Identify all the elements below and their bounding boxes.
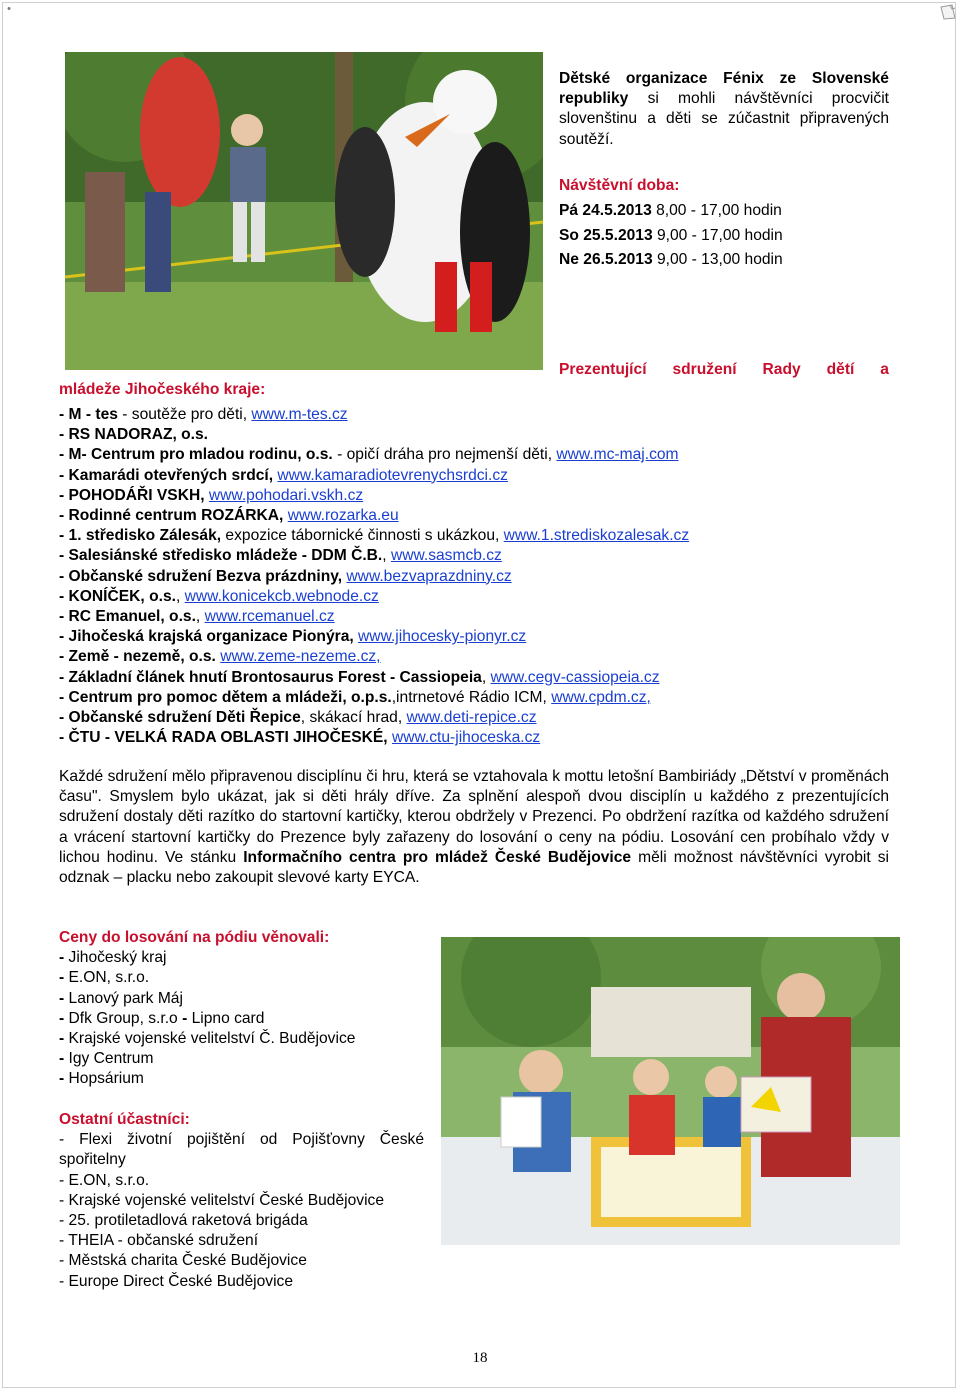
org-name: - RS NADORAZ, o.s.	[59, 426, 209, 444]
org-link[interactable]: www.m-tes.cz	[251, 406, 348, 423]
org-link[interactable]: www.sasmcb.cz	[390, 547, 502, 565]
list-item	[59, 405, 899, 425]
visiting-hours-heading: Návštěvní doba:	[559, 177, 680, 194]
page-fold-icon	[940, 4, 956, 20]
org-desc: ,intrnetové Rádio ICM,	[391, 688, 552, 706]
list-dash: -	[59, 949, 69, 967]
list-item	[59, 948, 429, 968]
list-item	[59, 1009, 429, 1029]
org-name: - M - tes	[59, 406, 118, 423]
visit-time: 9,00 - 17,00 hodin	[652, 226, 783, 244]
org-link[interactable]: www.deti-repice.cz	[406, 709, 537, 727]
org-link[interactable]: www.zeme-nezeme.cz,	[220, 648, 381, 666]
list-item: - 25. protiletadlová raketová brigáda	[59, 1212, 308, 1230]
prize-sponsor: Lipno card	[191, 1009, 265, 1027]
list-dash: -	[182, 1009, 192, 1027]
presenting-heading-line1: Prezentující sdružení Rady dětí a	[559, 361, 889, 378]
prize-sponsor: E.ON, s.r.o.	[68, 969, 150, 987]
prize-sponsor: Krajské vojenské velitelství Č. Budějovice	[68, 1030, 356, 1048]
list-item	[59, 1069, 429, 1089]
org-desc: ,	[175, 587, 185, 605]
org-desc: , skákací hrad,	[300, 709, 407, 727]
list-item	[59, 968, 429, 988]
org-name: - Jihočeská krajská organizace Pionýra,	[59, 628, 354, 646]
org-desc: ,	[382, 547, 391, 565]
list-item: - Flexi životní pojištění od Pojišťovny České	[59, 1131, 424, 1149]
org-desc: - soutěže pro děti,	[117, 406, 252, 423]
list-item	[59, 425, 899, 445]
children-prizes-photo	[441, 937, 900, 1245]
visit-day: So 25.5.2013	[559, 226, 653, 244]
visit-day: Ne 26.5.2013	[559, 251, 653, 269]
visit-day: Pá 24.5.2013	[559, 201, 652, 219]
org-desc: ,	[195, 608, 205, 626]
org-desc: expozice tábornické činnosti s ukázkou,	[221, 527, 504, 545]
list-item	[59, 466, 899, 486]
org-link[interactable]: www.kamaradiotevrenychsrdci.cz	[277, 466, 508, 484]
org-link[interactable]: www.1.strediskozalesak.cz	[503, 527, 690, 545]
org-link[interactable]: www.bezvaprazdniny.cz	[346, 567, 512, 585]
org-name: - Kamarádi otevřených srdcí,	[59, 466, 278, 484]
org-name: - Rodinné centrum ROZÁRKA,	[59, 507, 288, 525]
org-desc: - opičí dráha pro nejmenší děti,	[332, 446, 557, 464]
presenting-heading-line2: mládeže Jihočeského kraje:	[59, 381, 266, 398]
list-item	[59, 728, 899, 748]
intro-bold: Dětské organizace Fénix ze Slovenské republiky	[559, 70, 889, 108]
list-item	[59, 647, 899, 667]
prize-sponsor: Jihočeský kraj	[68, 949, 167, 967]
document-corner-icon: •	[7, 3, 11, 15]
org-name: - Občanské sdružení Děti Řepice	[59, 709, 301, 727]
list-item	[59, 708, 899, 728]
list-item: - Krajské vojenské velitelství České Budějovice	[59, 1191, 385, 1209]
list-dash: -	[59, 1070, 69, 1088]
org-link[interactable]: www.rozarka.eu	[287, 507, 399, 525]
list-item	[59, 486, 899, 506]
list-item: - E.ON, s.r.o.	[59, 1171, 150, 1189]
intro-normal: si mohli návštěvníci procvičit slovenštinu a děti se zúčastnit připravených soutěží.	[559, 90, 889, 148]
org-desc: ,	[481, 668, 491, 686]
visiting-hours-row	[559, 199, 889, 224]
org-link[interactable]: www.jihocesky-pionyr.cz	[358, 628, 527, 646]
org-link[interactable]: www.konicekcb.webnode.cz	[184, 587, 379, 605]
list-item: spořitelny	[59, 1151, 126, 1169]
org-link[interactable]: www.rcemanuel.cz	[204, 608, 335, 626]
org-link[interactable]: www.mc-maj.com	[556, 446, 679, 464]
page-number: 18	[472, 1350, 488, 1366]
org-name: - M- Centrum pro mladou rodinu, o.s.	[59, 446, 333, 464]
prize-sponsor: Hopsárium	[68, 1070, 144, 1088]
org-link[interactable]: www.pohodari.vskh.cz	[208, 486, 364, 504]
list-item	[59, 546, 899, 566]
org-name: - Občanské sdružení Bezva prázdniny,	[59, 567, 343, 585]
org-name: - 1. středisko Zálesák,	[59, 527, 222, 545]
list-dash: -	[59, 1050, 69, 1068]
list-item	[59, 506, 899, 526]
visit-time: 9,00 - 13,00 hodin	[652, 251, 783, 269]
prize-sponsor: Lanový park Máj	[68, 989, 183, 1007]
list-dash: -	[59, 1030, 69, 1048]
org-link[interactable]: www.cegv-cassiopeia.cz	[490, 668, 660, 686]
org-name: - Země - nezemě, o.s.	[59, 648, 221, 666]
list-item	[59, 989, 429, 1009]
list-item: - Městská charita České Budějovice	[59, 1252, 307, 1270]
org-link[interactable]: www.ctu-jihoceska.cz	[391, 729, 541, 747]
org-name: - KONÍČEK, o.s.	[59, 587, 176, 605]
list-item: - Europe Direct České Budějovice	[59, 1272, 294, 1290]
paragraph-text: Každé sdružení mělo připravenou disciplínu či hru, která se vztahovala k mottu letošní Bambiriády „Dětství v proměnách času". Smyslem bylo ukázat, jak si děti hrály dříve. Za splnění alespoň dvou disciplín u každého z prezentujících sdružení dostaly děti razítko do startovní kartičky, kterou obdržely v Prezenci. Po obdržení razítka od každého sdružení a vrácení startovní kartičky do Prezence byly zařazeny do losování o ceny na pódiu. Losování cen probíhalo vždy v lichou hodinu. Ve stánku	[59, 768, 889, 866]
prize-sponsor: Igy Centrum	[68, 1050, 154, 1068]
org-name: - Centrum pro pomoc dětem a mládeži, o.p.s.	[59, 688, 392, 706]
paragraph-text: měli možnost návštěvníci vyrobit si odznak – placku nebo zakoupit slevové karty EYCA.	[59, 848, 890, 887]
list-item	[59, 607, 899, 627]
description-paragraph	[59, 767, 889, 888]
list-dash: -	[59, 989, 69, 1007]
org-link[interactable]: www.cpdm.cz,	[551, 688, 651, 706]
prizes-section	[59, 928, 429, 1090]
prizes-heading: Ceny do losování na pódiu věnovali:	[59, 929, 330, 946]
list-item	[59, 627, 899, 647]
visit-time: 8,00 - 17,00 hodin	[651, 201, 782, 219]
visiting-hours-row	[559, 248, 889, 273]
org-name: - Základní článek hnutí Brontosaurus Forest - Cassiopeia	[59, 668, 482, 686]
visiting-hours	[559, 174, 889, 273]
list-item	[59, 567, 899, 587]
others-section	[59, 1110, 424, 1292]
list-item	[59, 1049, 429, 1069]
list-dash: -	[59, 1009, 69, 1027]
intro-paragraph	[559, 69, 889, 150]
list-item: - THEIA - občanské sdružení	[59, 1232, 259, 1250]
others-heading: Ostatní účastníci:	[59, 1111, 190, 1128]
visiting-hours-row	[559, 224, 889, 249]
list-item	[59, 1029, 429, 1049]
organization-list	[59, 405, 899, 748]
list-item	[59, 587, 899, 607]
list-item	[59, 526, 899, 546]
list-item	[59, 445, 899, 465]
org-name: - POHODÁŘI VSKH,	[59, 486, 209, 504]
paragraph-bold: Informačního centra pro mládež České Budějovice	[243, 848, 632, 866]
prize-sponsor: Dfk Group, s.r.o	[68, 1009, 183, 1027]
stork-mascot-photo	[65, 52, 543, 370]
org-name: - ČTU - VELKÁ RADA OBLASTI JIHOČESKÉ,	[59, 729, 388, 747]
org-name: - Salesiánské středisko mládeže - DDM Č.B.	[59, 547, 383, 565]
list-item	[59, 688, 899, 708]
org-name: - RC Emanuel, o.s.	[59, 608, 196, 626]
list-dash: -	[59, 969, 69, 987]
list-item	[59, 668, 899, 688]
